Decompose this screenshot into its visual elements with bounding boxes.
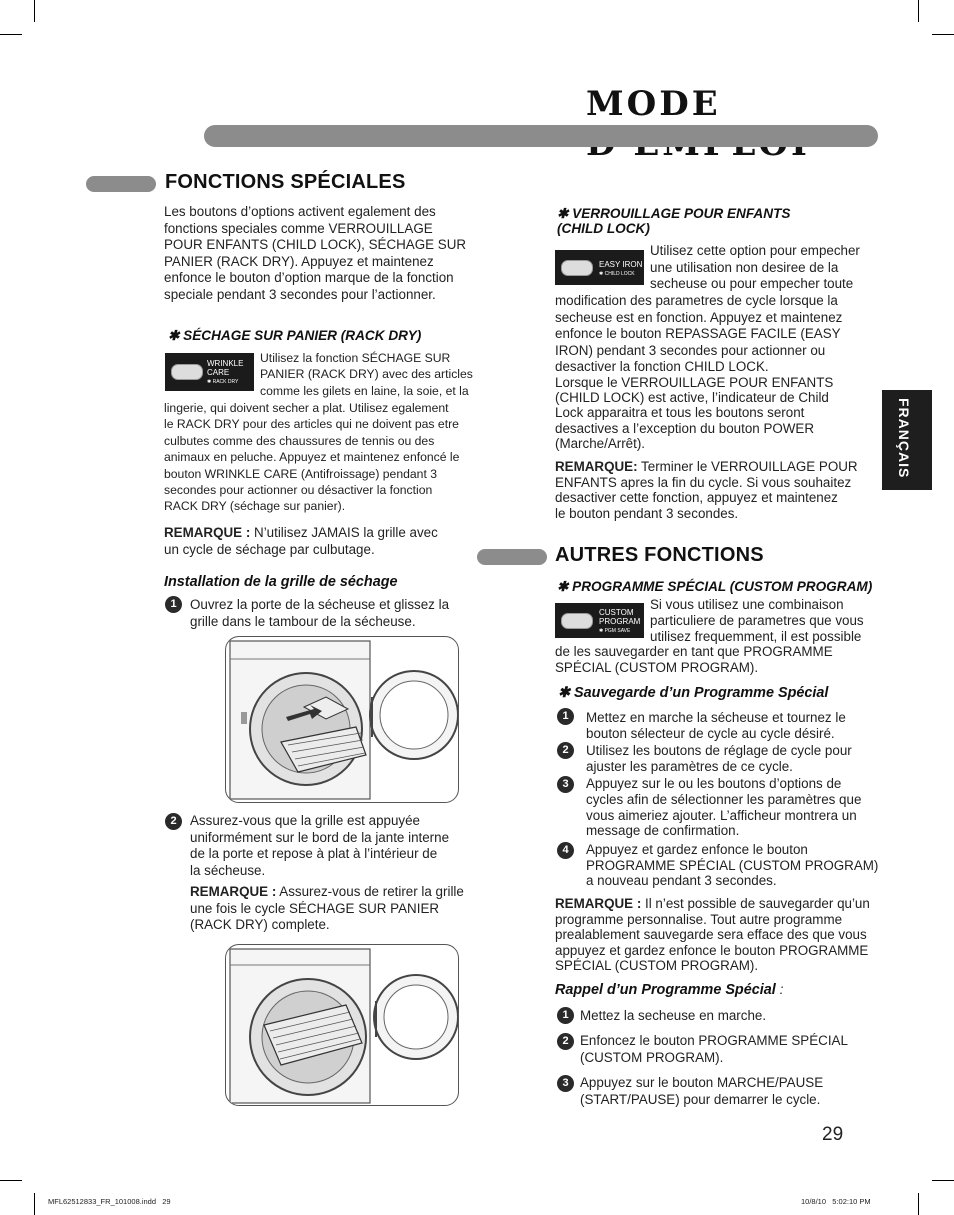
text-line: Utilisez les boutons de réglage de cycle pour	[586, 743, 852, 758]
section-title-special: FONCTIONS SPÉCIALES	[165, 171, 406, 193]
text-line: grille dans le tambour de la sécheuse.	[190, 613, 416, 629]
text-line: (Marche/Arrêt).	[555, 435, 646, 451]
text-line: de les sauvegarder en tant que PROGRAMME	[555, 644, 833, 659]
text-line: un cycle de séchage par culbutage.	[164, 541, 375, 557]
text-line: message de confirmation.	[586, 823, 740, 839]
note-label: REMARQUE :	[164, 525, 251, 540]
text-line: Lock apparaitra et tous les boutons seront	[555, 405, 805, 421]
child-lock-text-below	[555, 293, 842, 376]
note-text: Assurez-vous de retirer la grille	[276, 884, 464, 899]
text-line: desactiver cette fonction, appuyez et maintenez	[555, 490, 838, 505]
button-knob-icon	[171, 364, 203, 380]
text-line: Appuyez sur le ou les boutons d’options de	[586, 776, 842, 791]
text-line: une utilisation non desiree de la	[650, 259, 839, 275]
button-sublabel: ✱ PGM SAVE	[599, 628, 631, 634]
text-line: bouton sélecteur de cycle au cycle désiré.	[586, 725, 835, 741]
install-note	[190, 884, 464, 934]
text-line: uniformément sur le bord de la jante interne	[190, 829, 450, 845]
crop-mark	[918, 0, 919, 22]
text-line: desactiver la fonction CHILD LOCK.	[555, 359, 769, 375]
text-line: POUR ENFANTS (CHILD LOCK), SÉCHAGE SUR	[164, 237, 467, 253]
text-line: prealablement sauvegarde sera efface des que vous	[555, 927, 867, 943]
child-lock-title	[557, 206, 790, 236]
note-label: REMARQUE:	[555, 459, 638, 474]
header-bar	[204, 125, 878, 147]
text-line: cycles afin de sélectionner les paramètres que	[586, 791, 862, 807]
crop-mark	[34, 0, 35, 22]
button-knob-icon	[561, 613, 593, 629]
recall-title-colon: :	[775, 981, 784, 997]
text-line: comme les gilets en laine, la soie, et la	[260, 383, 469, 398]
crop-mark	[918, 1193, 919, 1215]
save-step-2	[586, 743, 852, 775]
text-line: Ouvrez la porte de la sécheuse et glissez la	[190, 597, 450, 612]
text-line: modification des parametres de cycle lorsque la	[555, 293, 838, 308]
step-number-icon: 4	[557, 842, 574, 859]
text-line: vous aimeriez ajouter. L’afficheur montrera un	[586, 807, 857, 823]
rack-dry-note	[164, 525, 438, 558]
text-line: (START/PAUSE) pour demarrer le cycle.	[580, 1091, 821, 1107]
text-line: lingerie, qui doivent secher a plat. Utilisez egalement	[164, 401, 449, 415]
note-label: REMARQUE :	[190, 884, 277, 899]
text-line: RACK DRY (séchage sur panier).	[164, 499, 346, 514]
text-line: desactives a l’exception du bouton POWER	[555, 420, 815, 436]
rack-dry-text-below	[164, 400, 459, 515]
step-number-icon: 1	[557, 708, 574, 725]
text-line: animaux en peluche. Appuyez et maintenez enfoncé le	[164, 450, 460, 465]
footer-timestamp: 10/8/10 5:02:10 PM	[801, 1197, 871, 1206]
text-line: SPÉCIAL (CUSTOM PROGRAM).	[555, 958, 759, 974]
text-line: Mettez la secheuse en marche.	[580, 1008, 767, 1023]
text-line: PANIER (RACK DRY) avec des articles	[260, 367, 473, 382]
section-marker	[477, 549, 547, 565]
recall-step-1	[580, 1008, 766, 1025]
text-line: (CUSTOM PROGRAM).	[580, 1049, 724, 1065]
text-line: secheuse est en fonction. Appuyez et maintenez	[555, 309, 843, 325]
save-program-title: ✱ Sauvegarde d’un Programme Spécial	[558, 685, 829, 701]
crop-mark	[932, 34, 954, 35]
language-tab-label: FRANÇAIS	[896, 398, 912, 479]
custom-program-title: ✱ PROGRAMME SPÉCIAL (CUSTOM PROGRAM)	[557, 579, 873, 594]
text-line: Lorsque le VERROUILLAGE POUR ENFANTS	[555, 375, 834, 390]
dryer-rack-installed-illustration	[225, 944, 459, 1106]
install-step-1	[190, 597, 449, 630]
custom-program-text-below	[555, 644, 833, 676]
recall-step-3	[580, 1075, 823, 1108]
page-title: MODE	[586, 84, 721, 124]
text-line: fonctions speciales comme VERROUILLAGE	[164, 220, 433, 236]
section-title-other: AUTRES FONCTIONS	[555, 544, 764, 566]
save-step-3	[586, 776, 861, 839]
note-label: REMARQUE :	[555, 896, 642, 911]
child-lock-note	[555, 459, 858, 521]
text-line: PROGRAMME SPÉCIAL (CUSTOM PROGRAM)	[586, 857, 879, 873]
text-line: enfonce le bouton d’option marque de la fonction	[164, 270, 454, 286]
recall-title-text: Rappel d’un Programme Spécial	[555, 982, 776, 998]
text-line: Enfoncez le bouton PROGRAMME SPÉCIAL	[580, 1033, 848, 1048]
step-number-icon: 2	[557, 742, 574, 759]
text-line: Utilisez cette option pour empecher	[650, 243, 860, 258]
text-line: la sécheuse.	[190, 862, 266, 878]
crop-mark	[34, 1193, 35, 1215]
button-knob-icon	[561, 260, 593, 276]
text-line: culbutes comme des chaussures de tennis ou des	[164, 433, 435, 448]
text-line: (CHILD LOCK) est active, l’indicateur de Child	[555, 390, 829, 406]
page-number: 29	[822, 1124, 844, 1145]
save-step-4	[586, 842, 878, 889]
note-text: Il n’est possible de sauvegarder qu’un	[641, 896, 870, 911]
custom-program-text-beside	[650, 597, 864, 645]
note-text: Terminer le VERROUILLAGE POUR	[637, 459, 858, 474]
language-tab	[882, 390, 932, 490]
text-line: le RACK DRY pour des articles qui ne doivent pas etre	[164, 417, 459, 432]
button-label: EASY IRON	[599, 260, 643, 269]
install-title: Installation de la grille de séchage	[164, 574, 398, 590]
recall-step-2	[580, 1033, 848, 1066]
text-line: ✱ VERROUILLAGE POUR ENFANTS	[557, 206, 791, 221]
custom-program-note	[555, 896, 870, 974]
dryer-rack-insert-illustration	[225, 636, 459, 803]
step-number-icon: 3	[557, 1075, 574, 1092]
text-line: a nouveau pendant 3 secondes.	[586, 873, 777, 889]
child-lock-text-beside	[650, 243, 860, 293]
text-line: appuyez et gardez enfonce le bouton PROGRAMME	[555, 942, 869, 958]
save-step-1	[586, 710, 846, 741]
text-line: une fois le cycle SÉCHAGE SUR PANIER	[190, 900, 440, 916]
rack-dry-title: ✱ SÉCHAGE SUR PANIER (RACK DRY)	[168, 328, 422, 343]
text-line: (RACK DRY) complete.	[190, 917, 330, 933]
text-line: ajuster les paramètres de ce cycle.	[586, 759, 793, 775]
text-line: Appuyez sur le bouton MARCHE/PAUSE	[580, 1075, 824, 1090]
easy-iron-button-illustration	[555, 250, 644, 285]
text-line: Assurez-vous que la grille est appuyée	[190, 813, 421, 828]
text-line: secheuse ou pour empecher toute	[650, 276, 854, 292]
child-lock-text-active	[555, 375, 833, 451]
text-line: Utilisez la fonction SÉCHAGE SUR	[260, 351, 451, 365]
button-label: WRINKLE CARE	[207, 359, 244, 377]
text-line: Les boutons d’options activent egalement des	[164, 204, 436, 219]
step-number-icon: 2	[165, 813, 182, 830]
step-number-icon: 1	[165, 596, 182, 613]
button-sublabel: ✱ RACK DRY	[207, 379, 239, 385]
text-line: (CHILD LOCK)	[557, 221, 650, 236]
install-step-2	[190, 813, 449, 879]
crop-mark	[932, 1180, 954, 1181]
step-number-icon: 1	[557, 1007, 574, 1024]
step-number-icon: 3	[557, 776, 574, 793]
custom-program-button-illustration	[555, 603, 644, 638]
text-line: bouton WRINKLE CARE (Antifroissage) pendant 3	[164, 466, 437, 481]
text-line: de la porte et repose à plat à l’intérieur de	[190, 846, 438, 862]
text-line: SPÉCIAL (CUSTOM PROGRAM).	[555, 660, 759, 675]
text-line: Mettez en marche la sécheuse et tournez le	[586, 710, 846, 725]
wrinkle-care-button-illustration	[165, 353, 254, 391]
step-number-icon: 2	[557, 1033, 574, 1050]
text-line: Si vous utilisez une combinaison	[650, 597, 844, 612]
button-sublabel: ✱ CHILD LOCK	[599, 271, 635, 277]
recall-program-title	[555, 981, 784, 999]
text-line: enfonce le bouton REPASSAGE FACILE (EASY	[555, 326, 841, 342]
text-line: IRON) pendant 3 secondes pour actionner ou	[555, 342, 826, 358]
text-line: speciale pendant 3 secondes pour l’actionner.	[164, 286, 436, 302]
section-marker	[86, 176, 156, 192]
footer-file: MFL62512833_FR_101008.indd 29	[48, 1197, 171, 1206]
text-line: Appuyez et gardez enfonce le bouton	[586, 842, 808, 857]
crop-mark	[0, 1180, 22, 1181]
text-line: programme personnalise. Tout autre programme	[555, 911, 843, 927]
text-line: particuliere de parametres que vous	[650, 613, 864, 628]
crop-mark	[0, 34, 22, 35]
button-label: CUSTOM PROGRAM	[599, 608, 641, 626]
special-intro	[164, 204, 466, 304]
text-line: secondes pour actionner ou désactiver la fonction	[164, 483, 433, 498]
note-text: N’utilisez JAMAIS la grille avec	[250, 525, 438, 540]
text-line: utilisez frequemment, il est possible	[650, 629, 862, 644]
rack-dry-text-beside	[260, 350, 473, 399]
text-line: PANIER (RACK DRY). Appuyez et maintenez	[164, 253, 434, 269]
text-line: ENFANTS apres la fin du cycle. Si vous souhaitez	[555, 474, 852, 490]
text-line: le bouton pendant 3 secondes.	[555, 505, 739, 521]
